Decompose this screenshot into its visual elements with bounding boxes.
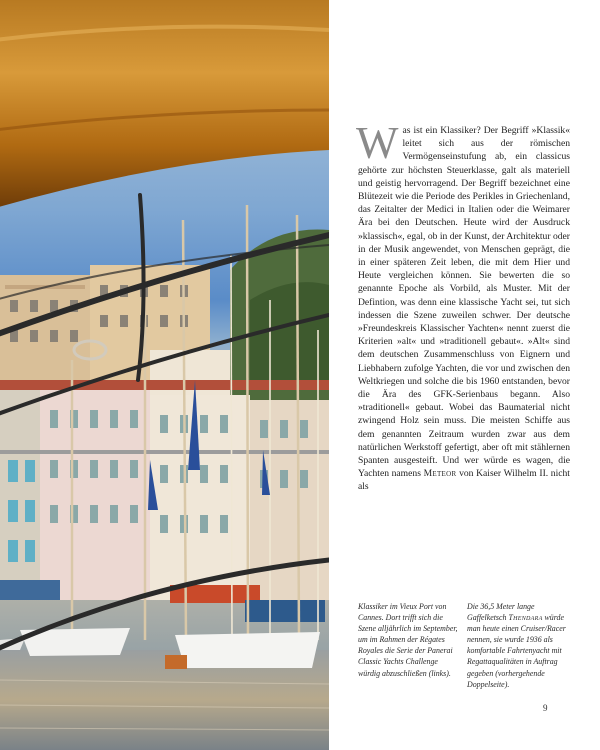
article-body — [356, 118, 570, 494]
article-text: as ist ein Klassiker? Der Begriff »Klassik« leitet sich aus der römischen Vermögenseinstufung ab, ein classicus gehörte zur höchsten Steuerklasse, galt als materiell und geistig hervorragend. Der Begriff bezeichnet eine Blütezeit wie die Periode des Perikles in Griechenland, das Zeitalter der Medici in Italien oder die Weimarer Ära bei den Deutschen. Heute wird der Ausdruck »klassisch«, egal, ob in der Kunst, der Architektur oder in der Musik angewendet, von Menschen geprägt, die in einer späteren Zeit leben, die mit dem Hier und Heute vergleichen können. Sie bewerten die so genannte Epoche als Vorbild, als Muster. Mit der Defintion, was denn eine klassische Yacht sei, tut sich indessen die Szene zuweilen schwer. Der deutsche »Freundeskreis Klassischer Yachten« nennt zuerst die Kriterien »alt« und »traditionell gebaut«. »Alt« sind dem deutschen Zusammenschluss von Eignern und Liebhabern zufolge Yachten, die vor und zwischen den Weltkriegen und solche die bis 1960 entstanden, bevor die Ära des GFK-Serienbaus begann. Also »traditionell« gebaut. Wobei das Baumaterial nicht zwingend Holz sein muss. Die meisten Schiffe aus dem genannten Zeitraum wurden zwar aus dem natürlichen Werkstoff gefertigt, aber oft mit stählernen Spanten ausgesteift. Und wer würde es wagen, die Yachten namens — [358, 125, 570, 480]
caption-right-start: Die 36,5 Meter lange Gaffelketsch — [467, 602, 535, 623]
caption-right — [467, 601, 570, 690]
caption-right-end: würde man heute einen Cruiser/Racer nennen, sie wurde 1936 als komfortable Fahrtenyacht mit Regattaqualitäten in Auftrag gegeben (vorhergehende Doppelseite). — [467, 613, 566, 689]
yacht-name-thendara: Thendara — [508, 613, 543, 623]
caption-left: Klassiker im Vieux Port von Cannes. Dort trifft sich die Szene alljährlich im September, um im Rahmen der Régates Royales die Serie der Panerai Classic Yachts Challenge würdig abzuschließen (links). — [358, 602, 458, 678]
yacht-name-meteor: Meteor — [423, 468, 457, 480]
drop-cap: W — [356, 118, 399, 168]
article-text-end: von Kaiser Wilhelm II. nicht als — [358, 468, 570, 493]
article-paragraph — [356, 118, 570, 494]
page-number: 9 — [543, 703, 548, 713]
